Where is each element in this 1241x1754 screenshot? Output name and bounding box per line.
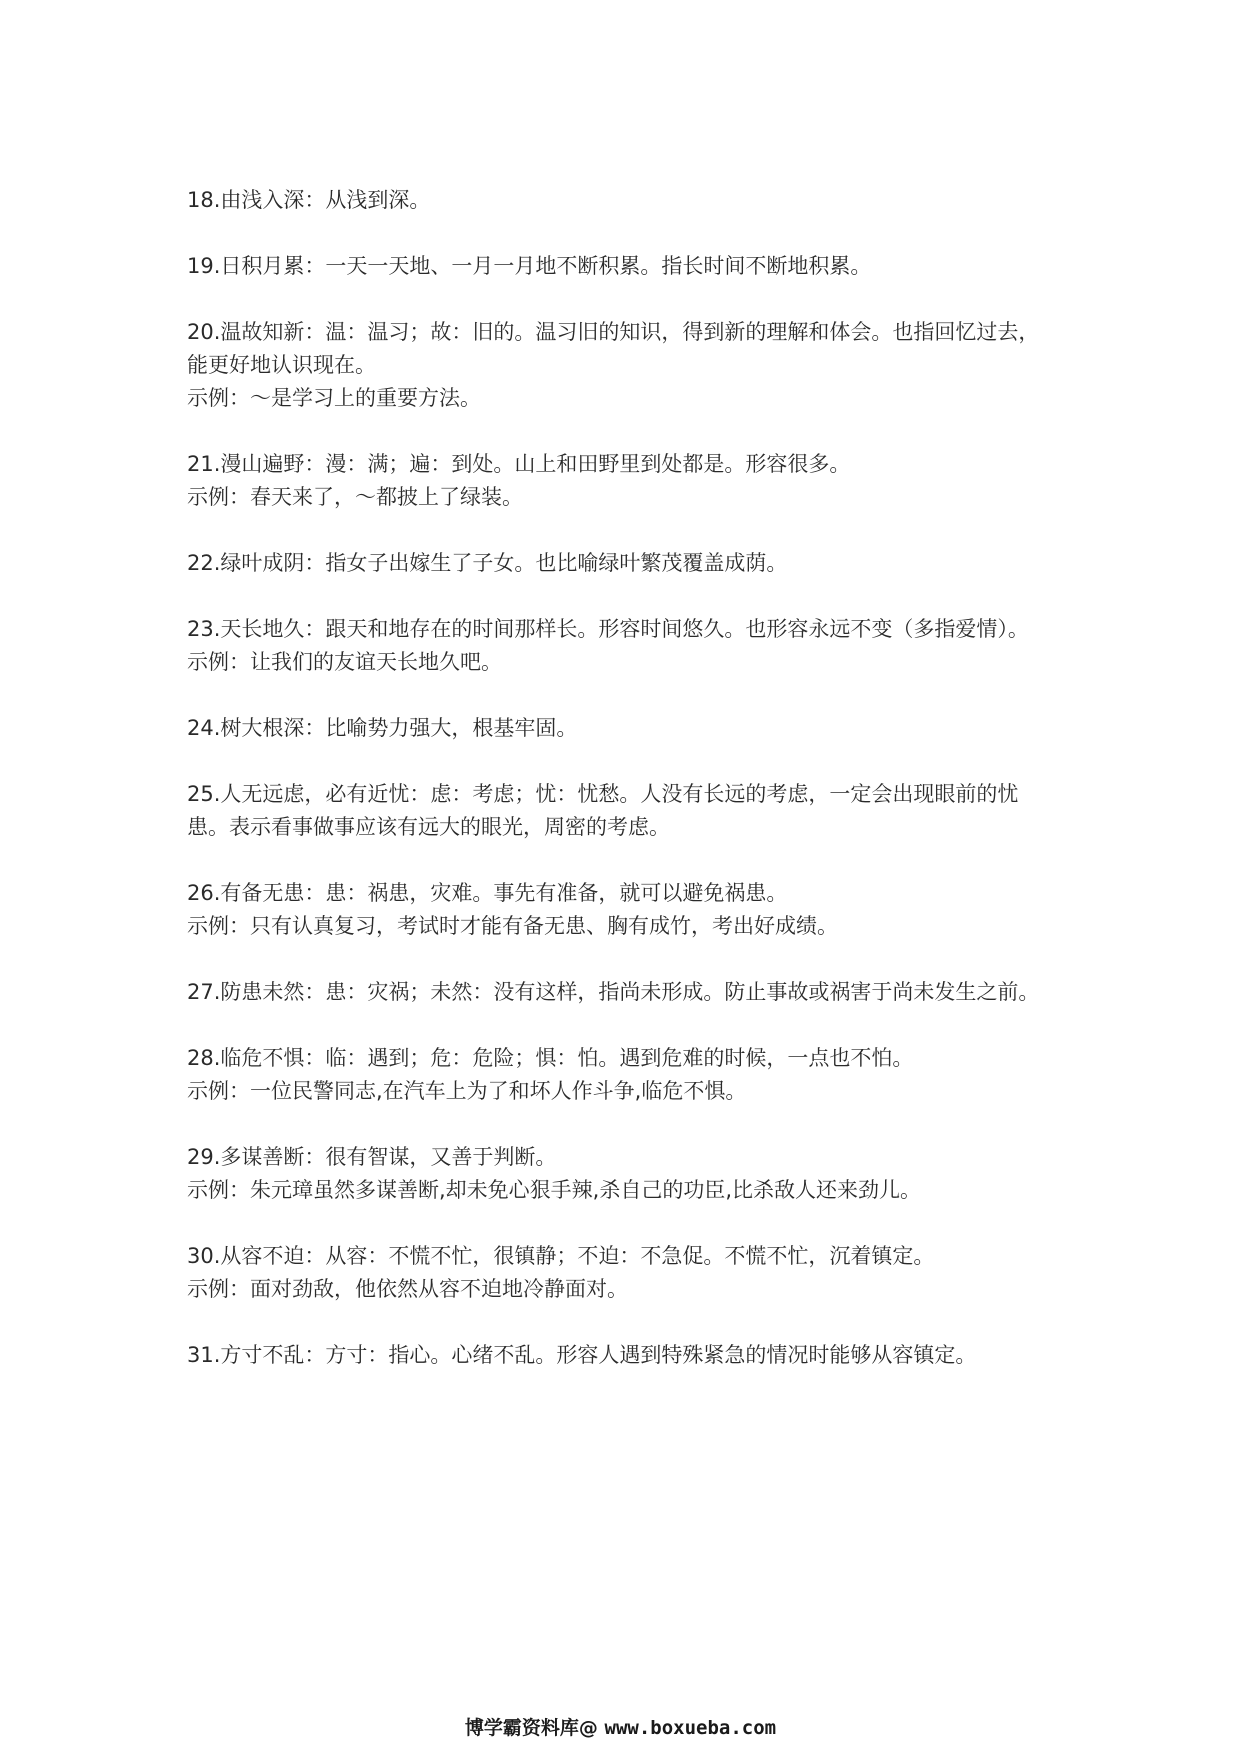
idiom-definition-line: 能更好地认识现在。 (187, 353, 376, 377)
idiom-definition-line: 23.天长地久：跟天和地存在的时间那样长。形容时间悠久。也形容永远不变（多指爱情）。 (187, 617, 1029, 641)
idiom-entry (187, 976, 1067, 1009)
footer-brand: 博学霸资料库 (464, 1717, 579, 1739)
idiom-example: 示例：一位民警同志,在汽车上为了和坏人作斗争,临危不惧。 (187, 1079, 747, 1103)
idiom-definition-line: 19.日积月累：一天一天地、一月一月地不断积累。指长时间不断地积累。 (187, 254, 872, 278)
idiom-definition-line: 患。表示看事做事应该有远大的眼光，周密的考虑。 (187, 815, 670, 839)
idiom-list (187, 184, 1067, 1405)
idiom-definition-line: 30.从容不迫：从容：不慌不忙，很镇静；不迫：不急促。不慌不忙，沉着镇定。 (187, 1244, 935, 1268)
idiom-definition-line: 24.树大根深：比喻势力强大，根基牢固。 (187, 716, 578, 740)
idiom-entry (187, 778, 1067, 844)
idiom-example: 示例：朱元璋虽然多谋善断,却未免心狠手辣,杀自己的功臣,比杀敌人还来劲儿。 (187, 1178, 922, 1202)
idiom-definition-line: 31.方寸不乱：方寸：指心。心绪不乱。形容人遇到特殊紧急的情况时能够从容镇定。 (187, 1343, 977, 1367)
idiom-definition-line: 25.人无远虑，必有近忧：虑：考虑；忧：忧愁。人没有长远的考虑，一定会出现眼前的忧 (187, 782, 1019, 806)
idiom-entry (187, 547, 1067, 580)
idiom-example: 示例：让我们的友谊天长地久吧。 (187, 650, 502, 674)
idiom-definition-line: 29.多谋善断：很有智谋，又善于判断。 (187, 1145, 557, 1169)
idiom-definition-line: 22.绿叶成阴：指女子出嫁生了子女。也比喻绿叶繁茂覆盖成荫。 (187, 551, 788, 575)
idiom-definition-line: 26.有备无患：患：祸患，灾难。事先有准备，就可以避免祸患。 (187, 881, 788, 905)
idiom-entry (187, 613, 1067, 679)
idiom-entry (187, 877, 1067, 943)
idiom-entry (187, 1042, 1067, 1108)
footer-site: www.boxueba.com (604, 1717, 777, 1739)
idiom-example: 示例：春天来了，～都披上了绿装。 (187, 485, 523, 509)
page-footer (0, 1713, 1241, 1740)
idiom-entry (187, 1141, 1067, 1207)
idiom-entry (187, 184, 1067, 217)
idiom-definition-line: 20.温故知新：温：温习；故：旧的。温习旧的知识，得到新的理解和体会。也指回忆过去， (187, 320, 1040, 344)
idiom-example: 示例：只有认真复习，考试时才能有备无患、胸有成竹，考出好成绩。 (187, 914, 838, 938)
idiom-entry (187, 316, 1067, 415)
idiom-definition-line: 28.临危不惧：临：遇到；危：危险；惧：怕。遇到危难的时候，一点也不怕。 (187, 1046, 914, 1070)
idiom-entry (187, 448, 1067, 514)
idiom-entry (187, 1339, 1067, 1372)
idiom-example: 示例：面对劲敌，他依然从容不迫地冷静面对。 (187, 1277, 628, 1301)
idiom-entry (187, 1240, 1067, 1306)
idiom-entry (187, 712, 1067, 745)
idiom-definition-line: 21.漫山遍野：漫：满；遍：到处。山上和田野里到处都是。形容很多。 (187, 452, 851, 476)
idiom-entry (187, 250, 1067, 283)
idiom-definition-line: 27.防患未然：患：灾祸；未然：没有这样，指尚未形成。防止事故或祸害于尚未发生之前。 (187, 980, 1040, 1004)
idiom-example: 示例：～是学习上的重要方法。 (187, 386, 481, 410)
footer-at: @ (578, 1717, 598, 1739)
idiom-definition-line: 18.由浅入深：从浅到深。 (187, 188, 431, 212)
